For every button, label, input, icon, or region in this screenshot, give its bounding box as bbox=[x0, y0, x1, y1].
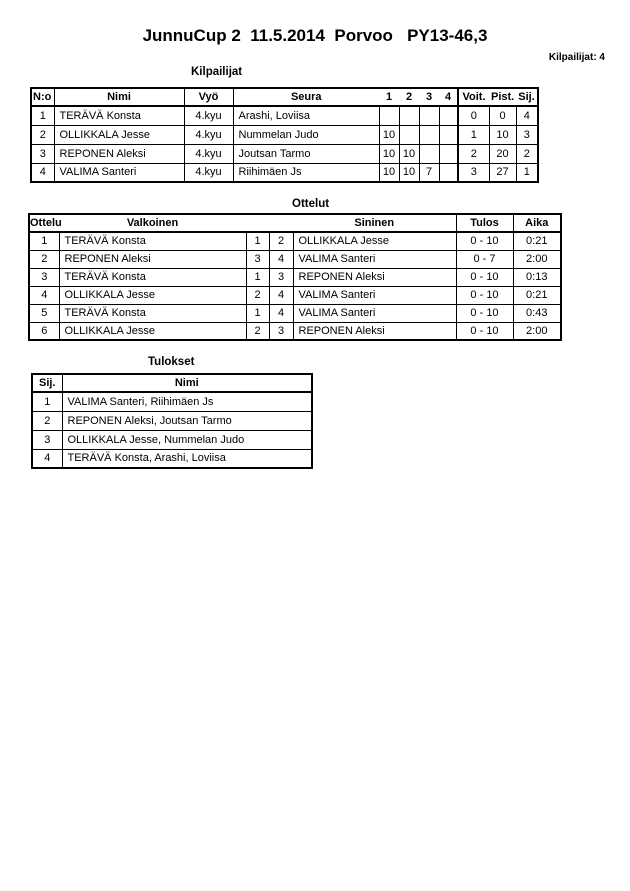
table-cell: 2 bbox=[29, 250, 59, 268]
table-row bbox=[29, 232, 561, 250]
matches-section-heading: Ottelut bbox=[292, 198, 330, 210]
table-cell: 0 - 10 bbox=[456, 322, 513, 340]
table-cell: 1 bbox=[458, 125, 489, 144]
table-row bbox=[32, 430, 312, 449]
table-cell: 4 bbox=[516, 106, 538, 125]
table-cell: REPONEN Aleksi bbox=[54, 144, 184, 163]
table-cell: 3 bbox=[32, 430, 62, 449]
table-cell: 0:13 bbox=[513, 268, 561, 286]
competitors-header-row bbox=[31, 88, 538, 106]
table-cell: VALIMA Santeri bbox=[293, 286, 456, 304]
table-cell: 0 - 10 bbox=[456, 268, 513, 286]
table-cell: OLLIKKALA Jesse bbox=[54, 125, 184, 144]
table-row bbox=[29, 286, 561, 304]
table-cell: 2:00 bbox=[513, 250, 561, 268]
col-header-wins: Voit. bbox=[458, 88, 489, 106]
table-cell: 0 bbox=[489, 106, 516, 125]
table-cell: 0 - 10 bbox=[456, 304, 513, 322]
table-row bbox=[31, 125, 538, 144]
table-cell: 2 bbox=[32, 411, 62, 430]
table-cell: 4.kyu bbox=[184, 163, 233, 182]
table-cell: Riihimäen Js bbox=[233, 163, 379, 182]
table-cell: 3 bbox=[246, 250, 269, 268]
table-cell: OLLIKKALA Jesse bbox=[59, 286, 246, 304]
table-cell: TERÄVÄ Konsta, Arashi, Loviisa bbox=[62, 449, 312, 468]
table-cell: 10 bbox=[489, 125, 516, 144]
matches-header-row bbox=[29, 214, 561, 232]
table-cell: 1 bbox=[246, 304, 269, 322]
table-row bbox=[32, 449, 312, 468]
table-cell bbox=[399, 125, 419, 144]
table-cell: 1 bbox=[246, 268, 269, 286]
table-cell: 2 bbox=[31, 125, 54, 144]
table-cell: OLLIKKALA Jesse bbox=[59, 322, 246, 340]
table-cell: VALIMA Santeri, Riihimäen Js bbox=[62, 392, 312, 411]
table-cell: 1 bbox=[31, 106, 54, 125]
col-header-white: Valkoinen bbox=[59, 214, 246, 232]
table-cell bbox=[439, 163, 458, 182]
col-header-match: Ottelu bbox=[29, 214, 59, 232]
table-cell: 2:00 bbox=[513, 322, 561, 340]
col-header-points: Pist. bbox=[489, 88, 516, 106]
results-table-body bbox=[32, 392, 312, 468]
table-cell: 10 bbox=[379, 163, 399, 182]
col-header-blue: Sininen bbox=[293, 214, 456, 232]
table-row bbox=[29, 268, 561, 286]
col-header-belt: Vyö bbox=[184, 88, 233, 106]
table-cell: Joutsan Tarmo bbox=[233, 144, 379, 163]
table-cell: 4 bbox=[31, 163, 54, 182]
results-header-row bbox=[32, 374, 312, 392]
col-header-number: N:o bbox=[31, 88, 54, 106]
table-cell: 10 bbox=[379, 125, 399, 144]
table-cell: 20 bbox=[489, 144, 516, 163]
table-cell: 0 bbox=[458, 106, 489, 125]
table-cell: 4 bbox=[269, 304, 293, 322]
table-cell: REPONEN Aleksi bbox=[293, 322, 456, 340]
table-cell: 3 bbox=[516, 125, 538, 144]
table-cell: 7 bbox=[419, 163, 439, 182]
table-cell: REPONEN Aleksi bbox=[293, 268, 456, 286]
table-cell: VALIMA Santeri bbox=[293, 304, 456, 322]
table-cell: 27 bbox=[489, 163, 516, 182]
col-header-club: Seura bbox=[233, 88, 379, 106]
table-cell: 0 - 10 bbox=[456, 286, 513, 304]
table-cell: 4.kyu bbox=[184, 106, 233, 125]
table-cell: 3 bbox=[31, 144, 54, 163]
competitors-table bbox=[30, 87, 539, 183]
competitors-table-body bbox=[31, 106, 538, 182]
table-cell: TERÄVÄ Konsta bbox=[59, 268, 246, 286]
table-cell: 2 bbox=[458, 144, 489, 163]
table-cell: 3 bbox=[458, 163, 489, 182]
table-row bbox=[29, 304, 561, 322]
col-header-rank: Sij. bbox=[32, 374, 62, 392]
table-cell bbox=[419, 106, 439, 125]
results-table bbox=[31, 373, 313, 469]
table-cell: 1 bbox=[32, 392, 62, 411]
table-cell: 3 bbox=[269, 268, 293, 286]
table-cell: 2 bbox=[269, 232, 293, 250]
table-cell: Nummelan Judo bbox=[233, 125, 379, 144]
table-cell: 0 - 10 bbox=[456, 232, 513, 250]
table-cell bbox=[439, 106, 458, 125]
table-cell: 10 bbox=[379, 144, 399, 163]
table-cell: VALIMA Santeri bbox=[54, 163, 184, 182]
table-cell: 5 bbox=[29, 304, 59, 322]
table-cell bbox=[419, 144, 439, 163]
table-cell: 4 bbox=[269, 250, 293, 268]
table-cell bbox=[399, 106, 419, 125]
col-header-blue-number bbox=[269, 214, 293, 232]
table-cell: 0:21 bbox=[513, 232, 561, 250]
table-row bbox=[31, 106, 538, 125]
col-header-round-4: 4 bbox=[439, 88, 458, 106]
table-row bbox=[29, 250, 561, 268]
table-cell: 4 bbox=[269, 286, 293, 304]
table-cell: OLLIKKALA Jesse bbox=[293, 232, 456, 250]
table-cell: TERÄVÄ Konsta bbox=[59, 304, 246, 322]
table-row bbox=[32, 411, 312, 430]
table-cell: Arashi, Loviisa bbox=[233, 106, 379, 125]
table-cell: 10 bbox=[399, 163, 419, 182]
matches-table bbox=[28, 213, 562, 341]
col-header-round-1: 1 bbox=[379, 88, 399, 106]
table-cell: 2 bbox=[516, 144, 538, 163]
table-row bbox=[31, 144, 538, 163]
table-cell: VALIMA Santeri bbox=[293, 250, 456, 268]
table-cell: TERÄVÄ Konsta bbox=[54, 106, 184, 125]
table-cell: OLLIKKALA Jesse, Nummelan Judo bbox=[62, 430, 312, 449]
col-header-name: Nimi bbox=[54, 88, 184, 106]
col-header-time: Aika bbox=[513, 214, 561, 232]
table-cell bbox=[439, 144, 458, 163]
table-cell: 6 bbox=[29, 322, 59, 340]
col-header-round-3: 3 bbox=[419, 88, 439, 106]
col-header-result: Tulos bbox=[456, 214, 513, 232]
table-cell: 3 bbox=[29, 268, 59, 286]
table-cell: 0 - 7 bbox=[456, 250, 513, 268]
results-section-heading: Tulokset bbox=[148, 356, 195, 368]
table-cell: 4 bbox=[29, 286, 59, 304]
page-title: JunnuCup 2 11.5.2014 Porvoo PY13-46,3 bbox=[142, 26, 488, 45]
table-cell: 4.kyu bbox=[184, 144, 233, 163]
col-header-rank: Sij. bbox=[516, 88, 538, 106]
table-cell: 4.kyu bbox=[184, 125, 233, 144]
table-cell: 0:43 bbox=[513, 304, 561, 322]
table-cell bbox=[439, 125, 458, 144]
table-cell: 3 bbox=[269, 322, 293, 340]
col-header-name: Nimi bbox=[62, 374, 312, 392]
competitor-count-label: Kilpailijat: 4 bbox=[548, 52, 605, 63]
col-header-white-number bbox=[246, 214, 269, 232]
table-cell: 2 bbox=[246, 322, 269, 340]
matches-table-body bbox=[29, 232, 561, 340]
col-header-round-2: 2 bbox=[399, 88, 419, 106]
table-cell: 1 bbox=[29, 232, 59, 250]
table-cell: 0:21 bbox=[513, 286, 561, 304]
table-row bbox=[31, 163, 538, 182]
table-cell: 1 bbox=[246, 232, 269, 250]
table-cell: 2 bbox=[246, 286, 269, 304]
table-row bbox=[29, 322, 561, 340]
table-cell: REPONEN Aleksi bbox=[59, 250, 246, 268]
table-cell: TERÄVÄ Konsta bbox=[59, 232, 246, 250]
table-cell: 10 bbox=[399, 144, 419, 163]
competitors-section-heading: Kilpailijat bbox=[191, 66, 243, 78]
table-row bbox=[32, 392, 312, 411]
table-cell: 1 bbox=[516, 163, 538, 182]
table-cell: REPONEN Aleksi, Joutsan Tarmo bbox=[62, 411, 312, 430]
table-cell bbox=[419, 125, 439, 144]
table-cell bbox=[379, 106, 399, 125]
table-cell: 4 bbox=[32, 449, 62, 468]
